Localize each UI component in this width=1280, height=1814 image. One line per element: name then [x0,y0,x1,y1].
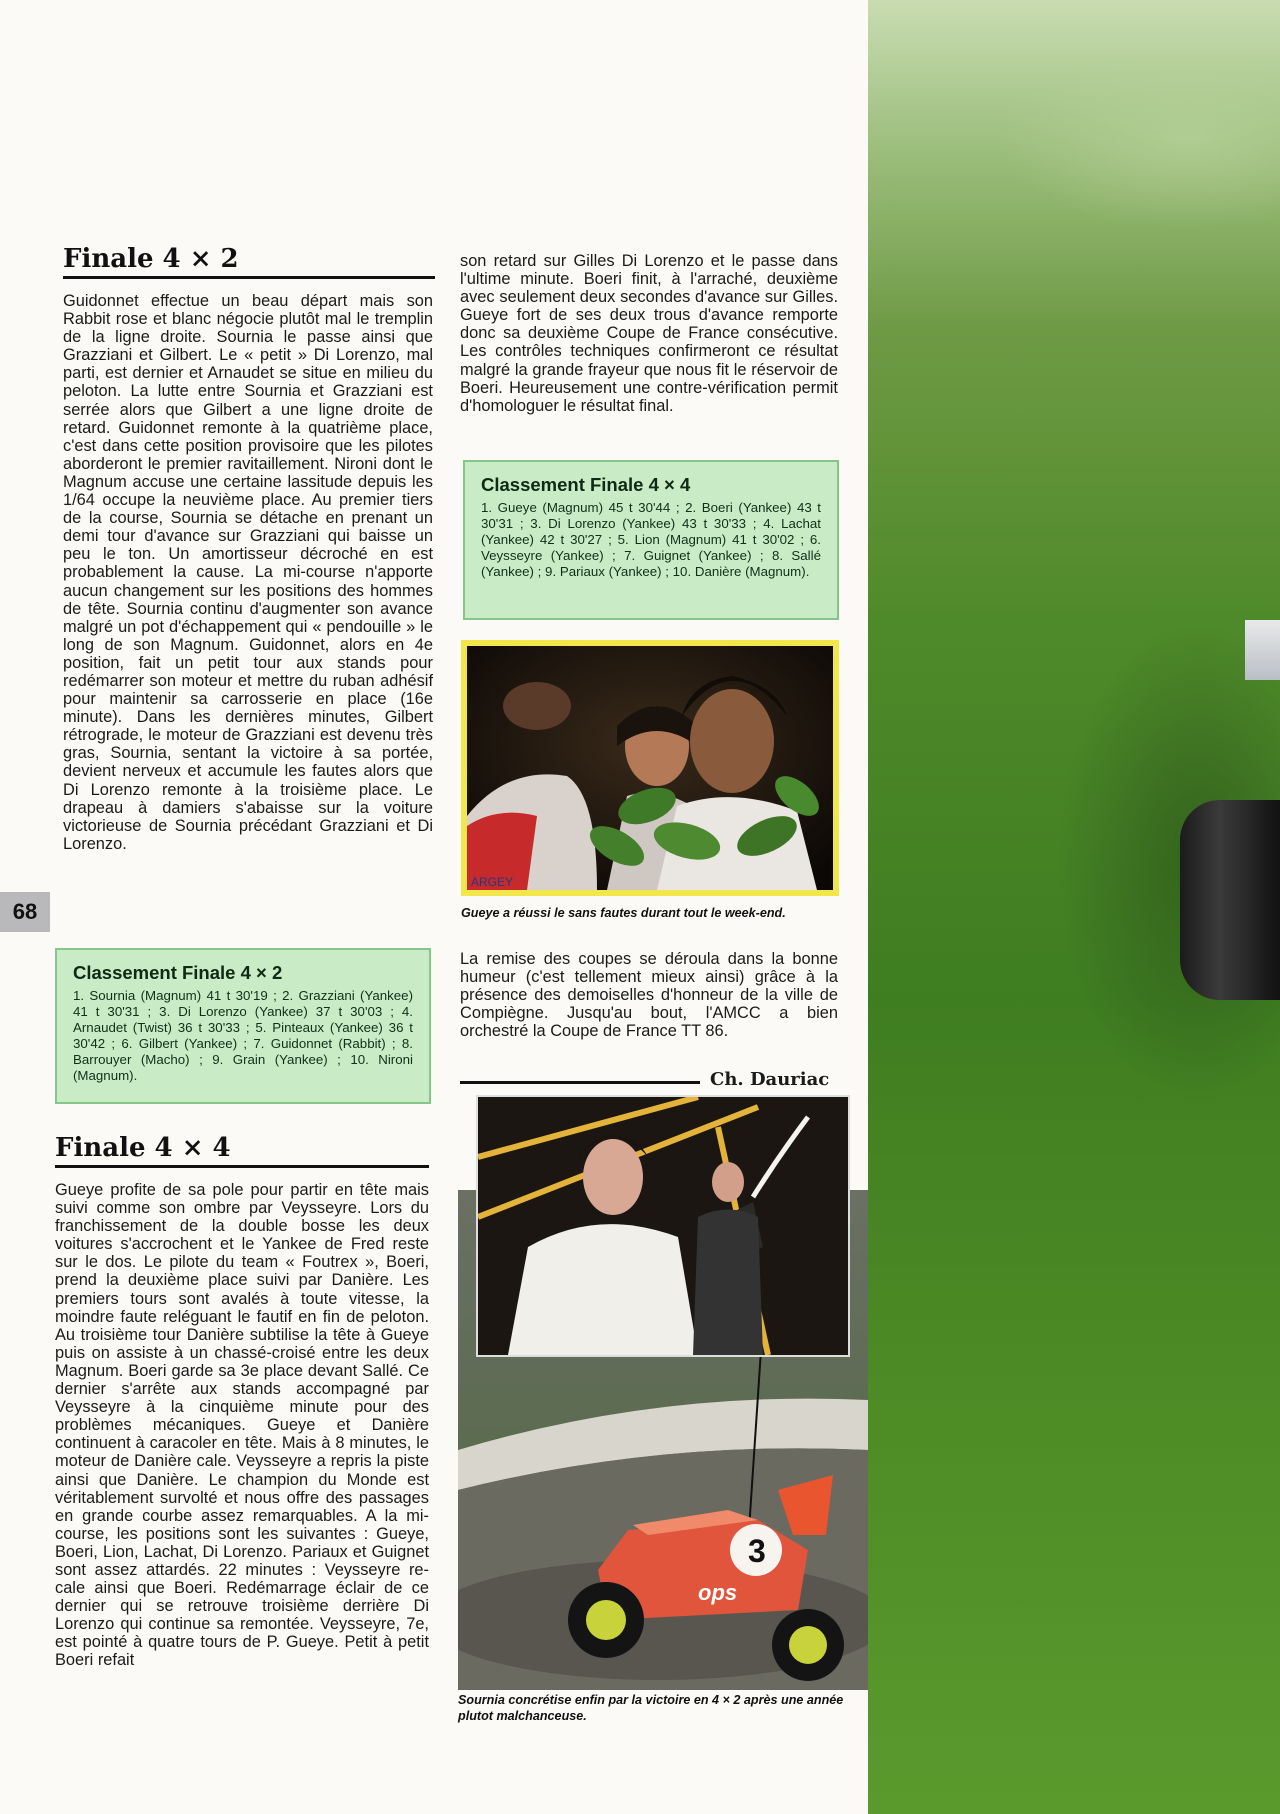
car-logo: ops [698,1580,738,1605]
photo-gueye [467,646,833,890]
heading-finale-4x4: Finale 4 × 4 [55,1133,231,1163]
classement-4x2-box [55,948,431,1104]
rc-car-body-partial [1245,620,1280,680]
heading-finale-4x2: Finale 4 × 2 [63,244,239,274]
classement-4x4-box [463,460,839,620]
finale-4x4-body: Gueye profite de sa pole pour partir en tête mais suivi comme son ombre par Veysseyre. Lors du franchissement de la double bosse les deux voitures s'accrochent et le Yankee de Fred reste sur le dos. Le pilote du team « Foutrex », Boeri, prend la deuxième place suivi par Danière. Les premiers tours sont avalés à toute vitesse, la moindre faute reléguant le fautif en fin de peloton. Au troisième tour Danière subtilise la tête à Gueye puis on assiste à un chassé-croisé entre les deux Magnum. Boeri garde sa 3e place devant Sallé. Ce dernier s'arrête aux stands accompagné par Veysseyre à la cinquième minute pour des problèmes mécaniques. Gueye et Danière continuent à caracoler en tête. Mais à 8 minutes, le moteur de Danière cale. Veysseyre a repris la piste ainsi que Danière. Le champion du Monde est véritablement survolté et nous offre des passages en grande courbe assez remarquables. A la mi-course, les positions sont les suivantes : Gueye, Boeri, Lion, Lachat, Di Lorenzo. Pariaux et Guignet sont assez attardés. 22 minutes : Veysseyre re-cale ainsi que Boeri. Redémarrage éclair de ce dernier qui se retrouve troisième derrière Di Lorenzo qui continue sa remontée. Veysseyre, 7e, est pointé à quatre tours de P. Gueye. Petit à petit Boeri refait [55,1181,429,1670]
author-signature: Ch. Dauriac [710,1069,830,1090]
classement-4x4-text: 1. Gueye (Magnum) 45 t 30'44 ; 2. Boeri (Yankee) 43 t 30'31 ; 3. Di Lorenzo (Yankee) 43 t 30'33 ; 4. Lachat (Yankee) 42 t 30'27 ; 5. Lion (Magnum) 41 t 30'02 ; 6. Veysseyre (Yankee) ; 7. Guignet (Yankee) ; 8. Sallé (Yankee) ; 9. Pariaux (Yankee) ; 10. Danière (Magnum). [481,500,821,579]
photo-sign-text: ARGEY [471,875,514,889]
classement-4x4-title: Classement Finale 4 × 4 [481,474,691,495]
photo-champagne-art [478,1097,848,1355]
heading-rule [63,276,435,279]
photo-sournia-caption: Sournia concrétise enfin par la victoire en 4 × 2 après une année plutot malchanceuse. [458,1693,844,1723]
rc-car-wheel-partial [1180,800,1280,1000]
finale-4x2-body: Guidonnet effectue un beau départ mais son Rabbit rose et blanc négocie plutôt mal le tremplin de la ligne droite. Sournia le passe ainsi que Grazziani et Gilbert. Le « petit » Di Lorenzo, mal parti, est dernier et Arnaudet se situe en milieu du peloton. La lutte entre Sournia et Grazziani est serrée alors que Gilbert a une ligne droite de retard. Guidonnet remonte à la quatrième place, c'est dans cette position provisoire que les pilotes aborderont le premier ravitaillement. Nironi dont le Magnum accuse une certaine lassitude depuis les 1/64 occupe la neuvième place. Au premier tiers de la course, Sournia se détache en prenant un demi tour d'avance sur Grazziani qui baisse un peu le ton. Un amortisseur décroché en est probablement la cause. La mi-course n'apporte aucun changement sur les positions des hommes de tête. Sournia continu d'augmenter son avance malgré un pot d'échappement qui « pendouille » le long de son Magnum. Guidonnet, alors en 4e position, fait un petit tour aux stands pour redémarrer son moteur et mettre du ruban adhésif pour maintenir sa carrosserie en place (16e minute). Dans les dernières minutes, Gilbert rétrograde, le moteur de Grazziani est devenu très gras, Sournia, sentant la victoire à sa portée, devient nerveux et accumule les fautes alors que Di Lorenzo remonte à la troisième place. Le drapeau à damiers s'abaisse sur la voiture victorieuse de Sournia précédant Grazziani et Di Lorenzo. [63,292,433,853]
photo-champagne [478,1097,848,1355]
column2-body: son retard sur Gilles Di Lorenzo et le passe dans l'ultime minute. Boeri finit, à l'arraché, deuxième avec seulement deux secondes d'avance sur Gilles. Gueye fort de ses deux trous d'avance remporte donc sa deuxième Coupe de France consécutive. Les contrôles techniques confirmeront ce résultat malgré la grande frayeur que nous fit le réservoir de Boeri. Heureusement une contre-vérification permit d'homologuer le résultat final. [460,252,838,415]
car-number: 3 [748,1533,766,1569]
page-number: 68 [0,892,50,932]
classement-4x2-text: 1. Sournia (Magnum) 41 t 30'19 ; 2. Grazziani (Yankee) 41 t 30'31 ; 3. Di Lorenzo (Yankee) 37 t 30'03 ; 4. Arnaudet (Twist) 36 t 30'33 ; 5. Pinteaux (Yankee) 36 t 30'42 ; 6. Gilbert (Yankee) ; 7. Guidonnet (Rabbit) ; 8. Barrouyer (Macho) ; 9. Grain (Yankee) ; 10. Nironi (Magnum). [73,988,413,1083]
heading-rule [55,1165,429,1168]
photo-gueye-caption: Gueye a réussi le sans fautes durant tout le week-end. [461,906,786,920]
remise-body: La remise des coupes se déroula dans la bonne humeur (c'est tellement mieux ainsi) grâce à la présence des demoiselles d'honneur de la ville de Compiègne. Jusqu'au bout, l'AMCC a bien orchestré la Coupe de France TT 86. [460,950,838,1041]
classement-4x2-title: Classement Finale 4 × 2 [73,962,283,983]
signature-rule [460,1081,700,1084]
photo-gueye-frame [461,640,839,896]
